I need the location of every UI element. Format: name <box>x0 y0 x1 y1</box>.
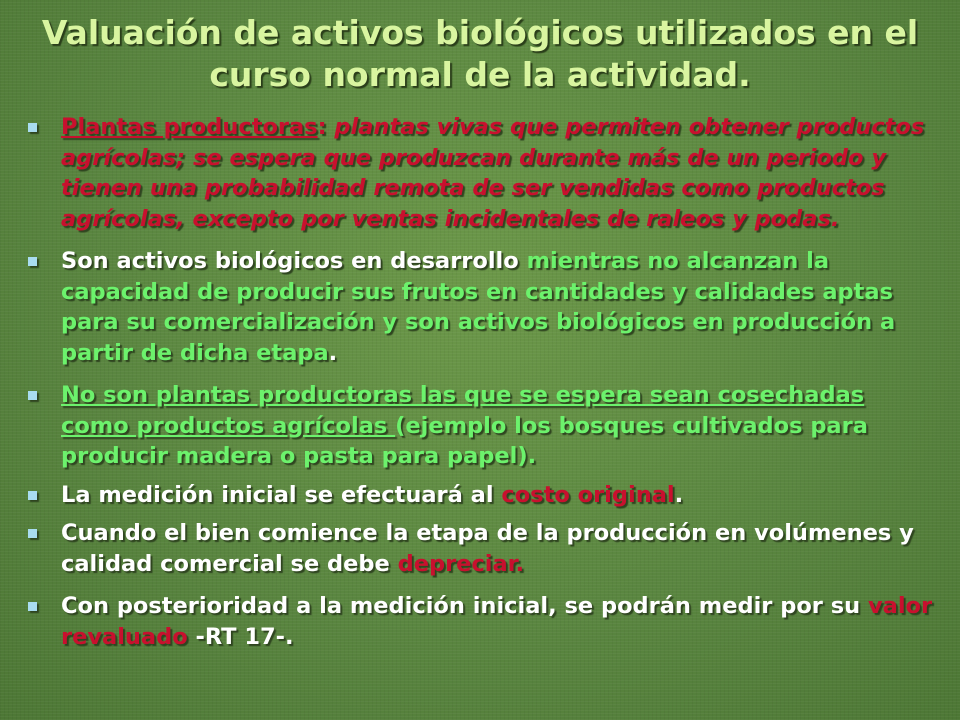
square-bullet-icon <box>28 491 37 500</box>
end-text: . <box>674 481 684 508</box>
lead-text: Cuando el bien comience la etapa de la producción en volúmenes y calidad comercial se debe <box>61 520 914 577</box>
bullet-item-activos-en-desarrollo <box>28 246 938 368</box>
bullet-item-no-son-plantas-productoras <box>28 380 938 472</box>
bullet-item-valor-revaluado <box>28 591 938 652</box>
term-colon: : <box>317 114 335 140</box>
highlight-costo-original: costo original <box>501 481 675 508</box>
square-bullet-icon <box>28 602 37 611</box>
bullet-item-depreciar <box>28 518 938 579</box>
bullet-item-plantas-productoras <box>28 112 938 234</box>
definition-plantas-productoras: plantas vivas que permiten obtener productos agrícolas; se espera que produzcan durante más de un periodo y tienen una probabilidad remota de ser vendidas como productos agrícolas, excepto por ventas incidentales de raleos y podas. <box>61 114 925 232</box>
square-bullet-icon <box>28 391 37 400</box>
square-bullet-icon <box>28 257 37 266</box>
lead-text: Con posterioridad a la medición inicial, se podrán medir por su <box>61 593 868 619</box>
slide-title: Valuación de activos biológicos utilizados en el curso normal de la actividad. <box>41 13 919 94</box>
term-plantas-productoras: Plantas productoras <box>61 114 318 140</box>
highlight-valor-revaluado: valor revaluado <box>61 593 933 650</box>
lead-text: La medición inicial se efectuará al <box>61 481 502 508</box>
green-text: mientras no alcanzan la capacidad de producir sus frutos en cantidades y calidades aptas para su comercialización y son activos biológicos en producción a partir de dicha etapa <box>61 248 896 366</box>
bullet-list <box>28 112 938 664</box>
lead-text: Son activos biológicos en desarrollo <box>61 248 519 274</box>
square-bullet-icon <box>28 123 37 132</box>
end-text: -RT 17-. <box>187 623 294 650</box>
highlight-depreciar: depreciar. <box>397 550 525 577</box>
green-text: (ejemplo los bosques cultivados para producir madera o pasta para papel). <box>61 412 868 469</box>
square-bullet-icon <box>28 529 37 538</box>
end-text: . <box>328 339 338 366</box>
underlined-text: No son plantas productoras las que se espera sean cosechadas como productos agrícolas <box>61 382 865 439</box>
bullet-item-medicion-inicial <box>28 480 938 511</box>
